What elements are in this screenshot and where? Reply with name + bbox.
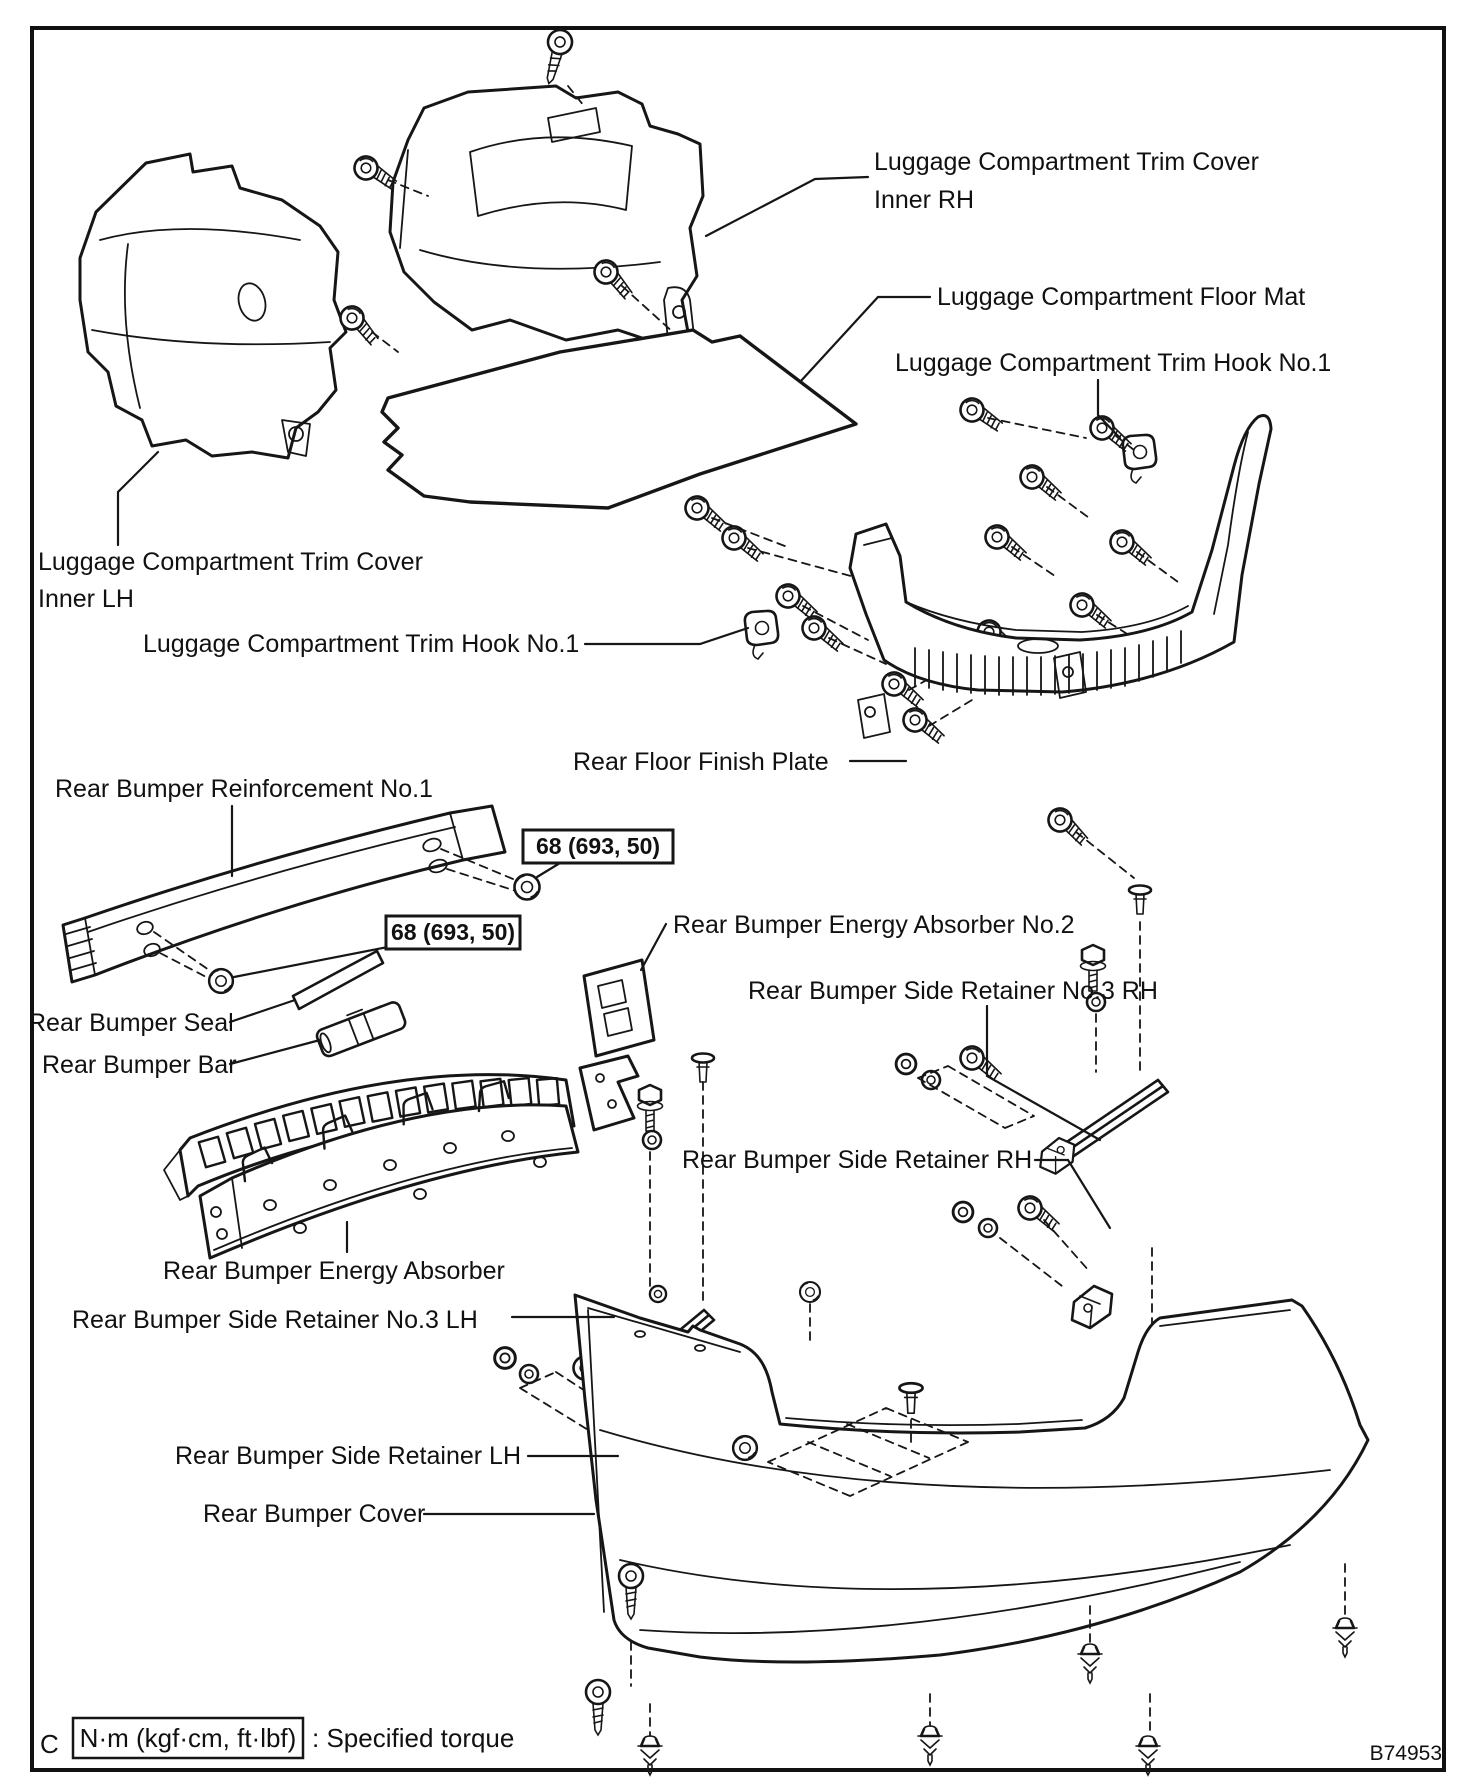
screw-icon	[773, 581, 823, 621]
figure-code: B74953	[1369, 1742, 1442, 1765]
label-seal: Rear Bumper Seal	[28, 1009, 234, 1037]
label-side-retainer-no3-rh: Rear Bumper Side Retainer No.3 RH	[748, 977, 1158, 1005]
grommet-icon	[953, 1202, 973, 1222]
bolt-icon	[638, 1085, 663, 1131]
label-reinforcement: Rear Bumper Reinforcement No.1	[55, 775, 433, 803]
part-energy-absorber-no2	[580, 960, 654, 1130]
label-energy-absorber-no2: Rear Bumper Energy Absorber No.2	[673, 911, 1075, 939]
washer-icon	[643, 1131, 661, 1149]
label-rear-floor-finish-plate: Rear Floor Finish Plate	[573, 748, 829, 776]
label-bumper-cover: Rear Bumper Cover	[203, 1500, 426, 1528]
label-trim-cover-rh-line2: Inner RH	[874, 186, 975, 214]
push-pin-icon	[692, 1054, 714, 1083]
label-energy-absorber: Rear Bumper Energy Absorber	[163, 1257, 505, 1285]
screw-icon	[799, 613, 849, 653]
clip-icon	[918, 1726, 942, 1765]
nut-icon	[209, 969, 233, 993]
legend-torque-units: N·m (kgf·cm, ft·lbf)	[79, 1723, 297, 1753]
part-rear-bumper-bar	[314, 997, 408, 1058]
grommet-icon	[979, 1219, 997, 1237]
label-floor-mat: Luggage Compartment Floor Mat	[937, 283, 1306, 311]
label-side-retainer-no3-lh: Rear Bumper Side Retainer No.3 LH	[72, 1306, 478, 1334]
part-trim-cover-inner-lh	[80, 154, 346, 458]
grommet-icon	[495, 1348, 516, 1369]
label-side-retainer-rh: Rear Bumper Side Retainer RH	[682, 1146, 1033, 1174]
label-trim-hook-left: Luggage Compartment Trim Hook No.1	[143, 630, 580, 658]
clip-icon	[1078, 1644, 1102, 1683]
screw-icon	[1015, 1193, 1065, 1233]
torque-value: 68 (693, 50)	[535, 833, 661, 859]
screw-icon	[537, 27, 574, 86]
label-trim-cover-lh-line2: Inner LH	[38, 585, 134, 613]
screw-icon	[719, 523, 769, 563]
label-trim-cover-lh-line1: Luggage Compartment Trim Cover	[38, 548, 423, 576]
legend-prefix: C	[40, 1729, 59, 1759]
label-trim-cover-rh-line1: Luggage Compartment Trim Cover	[874, 148, 1259, 176]
part-rear-bumper-cover	[575, 1295, 1368, 1662]
label-side-retainer-lh: Rear Bumper Side Retainer LH	[175, 1442, 521, 1470]
screw-icon	[586, 1680, 610, 1735]
label-trim-hook-right: Luggage Compartment Trim Hook No.1	[895, 349, 1332, 377]
clip-icon	[1333, 1618, 1357, 1657]
grommet-icon	[896, 1054, 916, 1074]
push-pin-icon	[1129, 886, 1151, 915]
screw-icon	[682, 493, 732, 533]
screw-icon	[336, 302, 386, 346]
nut-icon	[800, 1282, 820, 1302]
torque-legend	[40, 1718, 514, 1759]
trim-hook-icon	[1123, 435, 1156, 483]
torque-callout	[523, 830, 673, 863]
retainer-bracket-icon	[1072, 1286, 1112, 1328]
retainer-clip-icon	[1040, 1138, 1074, 1174]
part-rear-bumper-reinforcement	[63, 806, 505, 982]
legend-suffix: : Specified torque	[312, 1723, 515, 1753]
part-rear-bumper-energy-absorber	[164, 1075, 578, 1258]
push-pin-icon	[899, 1383, 922, 1413]
nut-icon	[733, 1436, 757, 1460]
grommet-icon	[650, 1286, 666, 1302]
nut-icon	[515, 875, 540, 900]
screw-icon	[957, 395, 1007, 432]
torque-callout	[386, 916, 520, 949]
screw-icon	[900, 705, 950, 745]
part-floor-mat	[382, 330, 856, 508]
part-trim-cover-inner-rh	[390, 86, 703, 344]
label-bar: Rear Bumper Bar	[42, 1051, 237, 1079]
trim-hook-icon	[745, 611, 778, 659]
torque-value: 68 (693, 50)	[390, 919, 516, 945]
part-rear-bumper-seal	[293, 951, 383, 1009]
